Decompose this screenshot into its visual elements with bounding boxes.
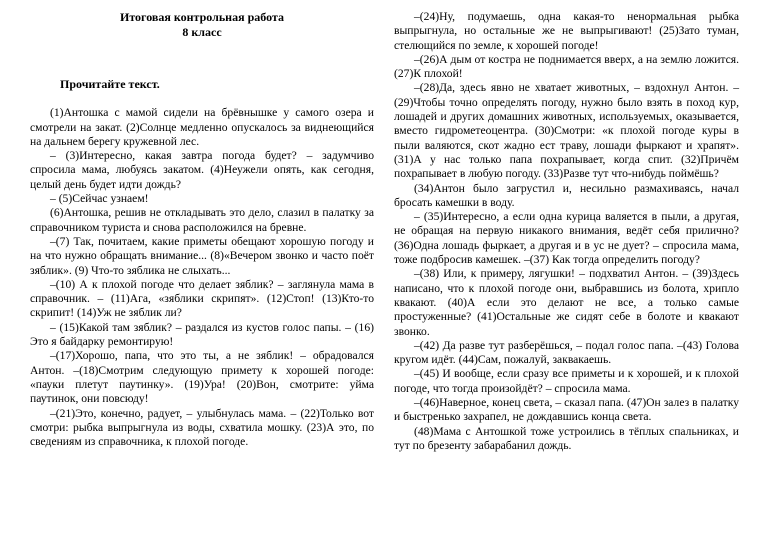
paragraph: (6)Антошка, решив не откладывать это дело, слазил в палатку за справочником туриста и снова расположился на бревне. [30, 206, 374, 234]
paragraph: –(38) Или, к примеру, лягушки! – подхватил Антон. – (39)Здесь написано, что к плохой погоде они, выбравшись из болота, хрипло квакают. (40)А если это делают не все, а только самые простуженные? (41)Остальные же сидят себе в болоте и квакают звонко. [394, 267, 739, 338]
instruction-text: Прочитайте текст. [60, 77, 160, 91]
spacer [30, 91, 374, 106]
paragraph: –(24)Ну, подумаешь, одна какая-то ненормальная рыбка выпрыгнула, но остальные же не выпрыгивают! (25)Зато туман, стелющийся по земле, к хорошей погоде! [394, 10, 739, 52]
paragraph: –(46)Наверное, конец света, – сказал папа. (47)Он залез в палатку и быстренько захрапел, не дождавшись конца света. [394, 396, 739, 424]
paragraph: –(21)Это, конечно, радует, – улыбнулась мама. – (22)Только вот смотри: рыбка выпрыгнула из воды, схватила мошку. (23)А это, по сведениям из справочника, к плохой погоде. [30, 406, 374, 449]
paragraph: –(26)А дым от костра не поднимается вверх, а на землю ложится. (27)К плохой! [394, 52, 739, 81]
paragraph: (34)Антон было загрустил и, несильно размахиваясь, начал бросать камешки в воду. [394, 181, 739, 209]
paragraph: – (5)Сейчас узнаем! [50, 192, 149, 206]
document-title: Итоговая контрольная работа [119, 10, 284, 24]
paragraph: –(42) Да разве тут разберёшься, – подал голос папа. –(43) Голова кругом идёт. (44)Сам, пожалуй, заквакаешь. [394, 338, 739, 367]
paragraph: (1)Антошка с мамой сидели на брёвнышке у самого озера и смотрели на закат. (2)Солнце медленно опускалось за виднеющийся на дальнем берегу кружевной лес. [30, 106, 374, 148]
paragraph: –(10) А к плохой погоде что делает зяблик? – заглянула мама в справочник. – (11)Ага, «зяблики скрипят». (12)Стоп! (13)Кто-то скрипит! (14)Уж не зяблик ли? [30, 277, 374, 320]
paragraph: – (15)Какой там зяблик? – раздался из кустов голос папы. – (16) Это я байдарку ремонтирую! [30, 320, 374, 349]
grade-label: 8 класс [182, 24, 222, 39]
right-column [394, 10, 739, 453]
paragraph: –(45) И вообще, если сразу все приметы и к хорошей, и к плохой погоде, что тогда произойдёт? – спросила мама. [394, 367, 739, 395]
paragraph: –(28)Да, здесь явно не хватает животных, – вздохнул Антон. – (29)Чтобы точно определять погоду, нужно было взять в поход кур, лошадей и других домашних животных, используемых, оказывается, вместо гидрометеоцентра. (30)Смотри: «к плохой погоде куры в пыли валяются, скот жадно ест траву, лошади фыркают и храпят». (31)А у нас только папа похрапывает, когда спит. (32)Причём похрапывает в любую погоду. (33)Разве тут что-нибудь поймёшь? [394, 81, 739, 181]
paragraph: (48)Мама с Антошкой тоже устроились в тёплых спальниках, и тут по брезенту забарабанил дождь. [394, 424, 739, 452]
paragraph: –(17)Хорошо, папа, что это ты, а не зяблик! – обрадовался Антон. –(18)Смотрим следующую примету к хорошей погоде: «пауки плетут паутинку». (19)Ура! (20)Вон, смотрите: уйма паутинок, они повсюду! [30, 349, 374, 406]
paragraph: – (3)Интересно, какая завтра погода будет? – задумчиво спросила мама, любуясь закатом. (4)Неужели опять, как сегодня, целый день будет идти дождь? [30, 149, 374, 191]
left-column [30, 10, 374, 449]
paragraph: – (35)Интересно, а если одна курица валяется в пыли, а другая, не обращая на первую никакого внимания, ведёт себя прилично? (36)Одна лошадь фыркает, а другая и в ус не дует? – спросила мама, тоже подбросив камешек. –(37) Как тогда определить погоду? [394, 210, 739, 267]
paragraph: –(7) Так, почитаем, какие приметы обещают хорошую погоду и на что нужно обращать внимание... (8)«Вечером звонко и часто поёт зяблик». (9) Что-то зяблика не слыхать... [30, 234, 374, 277]
